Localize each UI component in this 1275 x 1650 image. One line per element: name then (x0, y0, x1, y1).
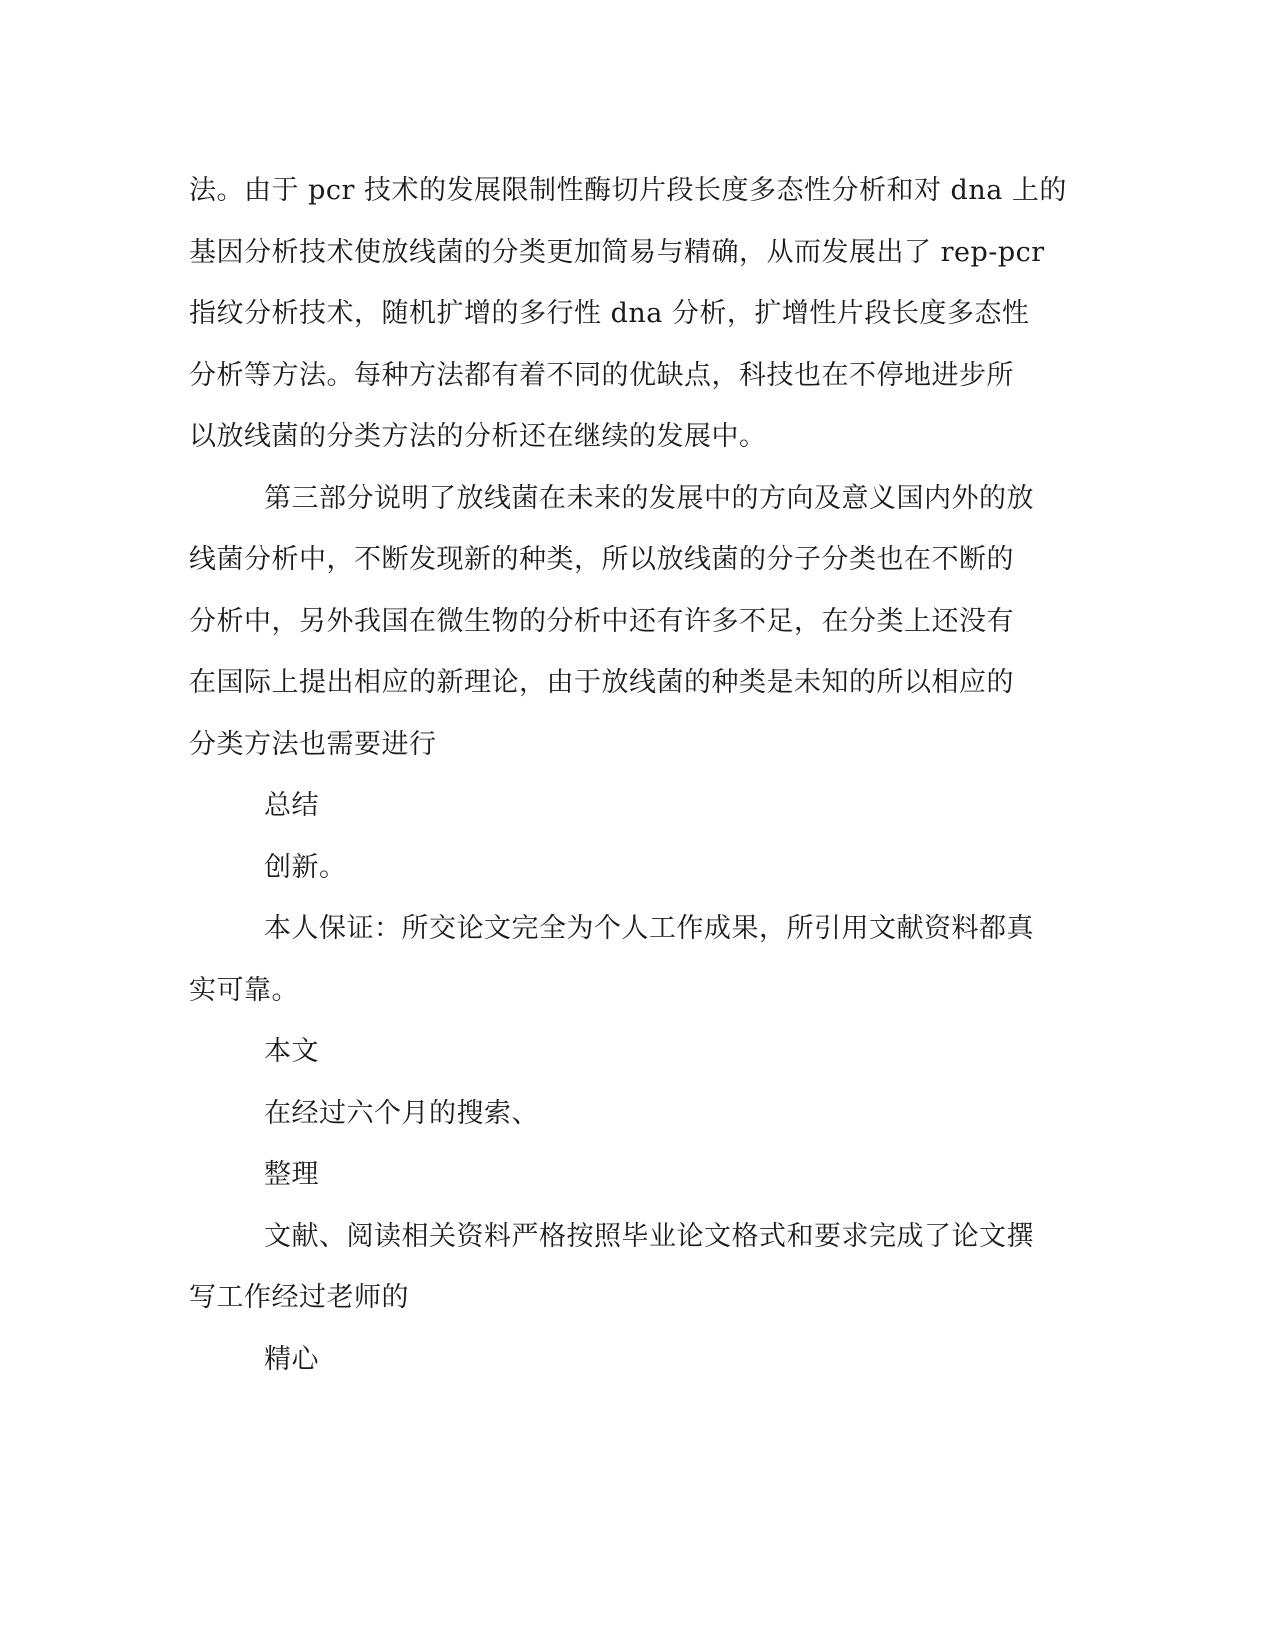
text-line: 整理 (264, 1159, 319, 1190)
text-line: 本文 (264, 1036, 319, 1067)
text-line: 分析等方法。每种方法都有着不同的优缺点，科技也在不停地进步所 (189, 359, 1014, 391)
text-line: 精心 (264, 1343, 319, 1375)
paragraph (189, 837, 1069, 899)
text-line: 在国际上提出相应的新理论，由于放线菌的种类是未知的所以相应的 (189, 667, 1014, 698)
text-line: 总结 (264, 790, 319, 821)
paragraph (189, 1021, 1069, 1083)
text-line: 创新。 (264, 851, 347, 883)
text-line: 实可靠。 (189, 974, 299, 1006)
paragraph (189, 898, 1069, 1021)
text-line: 分析中，另外我国在微生物的分析中还有许多不足，在分类上还没有 (189, 605, 1014, 637)
text-line: 指纹分析技术，随机扩增的多行性 dna 分析，扩增性片段长度多态性 (189, 298, 1030, 329)
text-line: 本人保证：所交论文完全为个人工作成果，所引用文献资料都真 (264, 913, 1034, 944)
text-line: 写工作经过老师的 (189, 1282, 409, 1313)
paragraph (189, 1329, 1069, 1391)
text-line: 线菌分析中，不断发现新的种类，所以放线菌的分子分类也在不断的 (189, 544, 1014, 575)
paragraph (189, 160, 1069, 468)
paragraph (189, 468, 1069, 776)
text-line: 基因分析技术使放线菌的分类更加简易与精确，从而发展出了 rep-pcr (189, 236, 1045, 268)
paragraph (189, 1083, 1069, 1145)
text-line: 法。由于 pcr 技术的发展限制性酶切片段长度多态性分析和对 dna 上的 (189, 175, 1067, 206)
paragraph (189, 775, 1069, 837)
text-line: 第三部分说明了放线菌在未来的发展中的方向及意义国内外的放 (264, 482, 1034, 514)
text-line: 文献、阅读相关资料严格按照毕业论文格式和要求完成了论文撰 (264, 1220, 1034, 1252)
paragraph (189, 1144, 1069, 1206)
text-line: 分类方法也需要进行 (189, 728, 437, 760)
text-line: 在经过六个月的搜索、 (264, 1097, 539, 1129)
paragraph (189, 1206, 1069, 1329)
text-line: 以放线菌的分类方法的分析还在继续的发展中。 (189, 421, 767, 452)
document-body (189, 160, 1069, 1390)
